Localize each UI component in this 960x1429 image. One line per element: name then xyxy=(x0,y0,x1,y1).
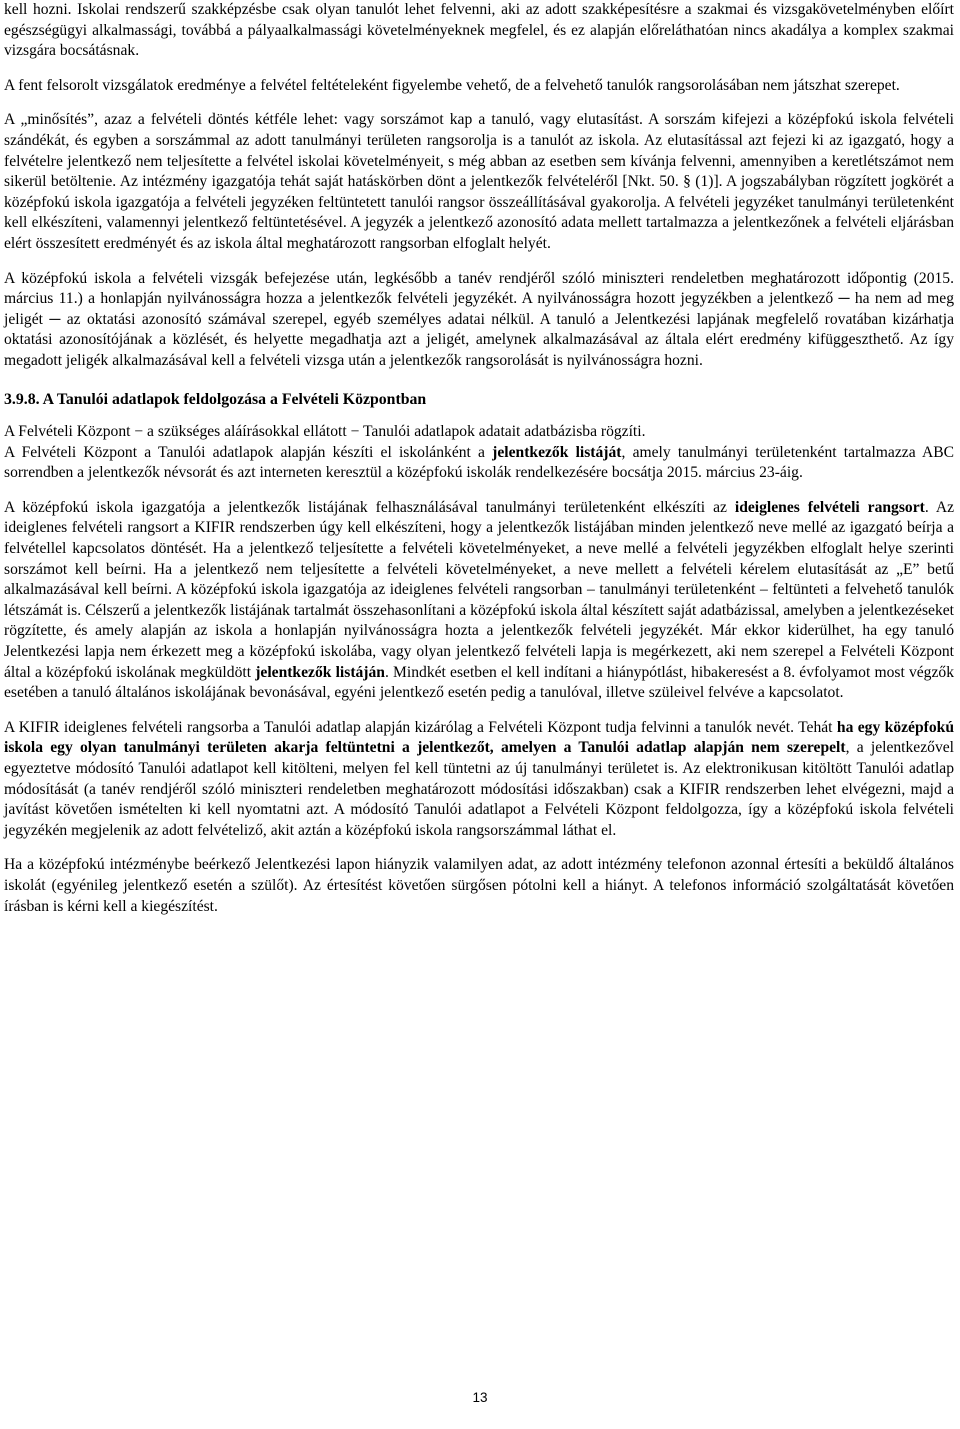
paragraph-missing-data: Ha a középfokú intézménybe beérkező Jelentkezési lapon hiányzik valamilyen adat, az adott intézmény telefonon azonnal értesíti a beküldő általános iskolát (egyénileg jelentkező esetén a szülőt). Az értesítést követően sürgősen pótolni kell a hiányt. A telefonos információ szolgáltatását követően írásban is kérni kell a kiegészítést. xyxy=(4,856,954,915)
text-run: A KIFIR ideiglenes felvételi rangsorba a Tanulói adatlap alapján kizárólag a Felvételi Központ tudja felvinni a tanulók nevét. Tehát xyxy=(4,718,837,736)
paragraph-qualification: A „minősítés”, azaz a felvételi döntés kétféle lehet: vagy sorszámot kap a tanuló, vagy elutasítást. A sorszám kifejezi a középfokú iskola felvételi szándékát, és egyben a sorszámmal az adott tanulmányi területen rangsorolja is a tanulót az iskola. Az elutasítással azt fejezi ki az igazgató, hogy a felvételre jelentkező nem teljesítette a felvétel iskolai követelményeit, s még abban az esetben sem kívánja felvenni, amennyiben a keretlétszámot nem sikerül betöltenie. Az intézmény igazgatója tehát saját hatáskörben dönt a jelentkezők felvételéről [Nkt. 50. § (1)]. A jogszabályban rögzített jogkörét a középfokú iskola igazgatója a felvételi jegyzéken feltüntetett tanulói rangsor összeállításával gyakorolja. A felvételi jegyzéket tanulmányi területenként kell elkészíteni, valamennyi jelentkező feltüntetésével. A jegyzék a jelentkező azonosító adata mellett tartalmazza a jelentkezőnek a felvételi eljárásban elért összesített eredményét és az iskola által meghatározott rangsorban elfoglalt helyét. xyxy=(4,111,954,252)
paragraph-applicant-list xyxy=(4,443,954,484)
bold-run: jelentkezők listáját xyxy=(492,443,622,461)
text-run: A középfokú iskola igazgatója a jelentkezők listájának felhasználásával tanulmányi területenként elkészíti az xyxy=(4,498,735,516)
paragraph-publication: A középfokú iskola a felvételi vizsgák befejezése után, legkésőbb a tanév rendjéről szóló miniszteri rendeletben meghatározott időpontig (2015. március 11.) a honlapján nyilvánosságra hozza a jelentkezők felvételi jegyzékét. A nyilvánosságra hozott jegyzékben a jelentkező ─ ha nem ad meg jeligét ─ az oktatási azonosító számával szerepel, egyéb személyes adatai nélkül. A tanuló a Jelentkezési lapjának megfelelő rovatában kizárhatja oktatási azonosítójának a közlését, és helyette megadhatja azt a jeligét, amelynek alkalmazásával az általa elért eredmény kifüggeszthető. Az így megadott jeligék alkalmazásával kell a felvételi vizsga után a jelentkezők rangsorolását is nyilvánosságra hozni. xyxy=(4,269,954,369)
paragraph-data-entry: A Felvételi Központ − a szükséges aláírásokkal ellátott − Tanulói adatlapok adatait adatbázisba rögzíti. xyxy=(4,423,646,441)
paragraph-intro-continuation: kell hozni. Iskolai rendszerű szakképzésbe csak olyan tanulót lehet felvenni, aki az adott szakképesítésre a szakmai és vizsgakövetelményben előírt egészségügyi alkalmassági, továbbá a pályaalkalmassági követelményeknek megfelel, és ez alapján előreláthatóan nincs akadálya a komplex szakmai vizsgára bocsátásnak. xyxy=(4,1,954,60)
text-run: . Az ideiglenes felvételi rangsort a KIFIR rendszerben úgy kell elkészíteni, hogy a jelentkezők listájában minden jelentkező neve mellé az igazgató beírja a felvétellel kapcsolatos döntését. Ha a jelentkező teljesítette a felvételi követelményeket, a neve mellé a felvételi jegyzékben elfoglalt helye szerinti sorszámot kell beírni. Ha a jelentkező nem teljesítette a felvételi követelményeket, a neve mellett a felvételi kérelem elutasítását az „E” betű alkalmazásával kell beírni. A középfokú iskola igazgatója az ideiglenes felvételi rangsorban – tanulmányi területenként – feltünteti a felvehető tanulók létszámát is. Célszerű a jelentkezők listájának tartalmát összehasonlítani a középfokú iskola által készített saját adatbázissal, amelyben a jelentkezéseket rögzítette, és amely alapján az iskola a honlapján nyilvánosságra hozta a jelentkezők felvételi jegyzékét. Már ekkor kiderülhet, ha egy tanuló Jelentkezési lapja nem érkezett meg a középfokú iskolába, vagy olyan jelentkező felvételi lapja is megérkezett, aki nem szerepel a Felvételi Központ által a középfokú iskolának megküldött xyxy=(4,498,955,681)
paragraph-temporary-ranking xyxy=(4,498,954,704)
bold-run: jelentkezők listáján xyxy=(255,663,385,681)
bold-run: ha egy középfokú iskola egy olyan tanulmányi területen akarja feltüntetni a jelentkezőt, amelyen a Tanulói adatlap alapján nem szerepelt xyxy=(4,718,954,757)
page-number: 13 xyxy=(472,1390,488,1405)
paragraph-exam-results: A fent felsorolt vizsgálatok eredménye a felvétel feltételeként figyelembe vehető, de a felvehető tanulók rangsorolásában nem játszhat szerepet. xyxy=(4,76,900,94)
text-run: . Mindkét esetben el kell indítani a hiánypótlást, hibakeresést a 8. évfolyamot most végzők esetében a tanuló általános iskolájának bevonásával, egyéni jelentkező esetén pedig a tanulóval, illetve szüleivel felvéve a kapcsolatot. xyxy=(4,663,954,702)
text-run: , a jelentkezővel egyeztetve módosító Tanulói adatlapot kell kitölteni, melyen fel kell tüntetni az új tanulmányi területet is. Az elektronikusan kitöltött Tanulói adatlap módosítását (a tanév rendjéről szóló miniszteri rendeletben meghatározott módosítási időszakban) csak a KIFIR rendszerben lehet elvégezni, majd a javítást követően ismételten ki kell nyomtatni azt. A módosító Tanulói adatlapot a Felvételi Központ feldolgozza, így a középfokú iskola felvételi jegyzékén megjelenik az adott felvételiző, akit aztán a középfokú iskola rangsorszámmal láthat el. xyxy=(4,739,954,839)
paragraph-kifir-ranking xyxy=(4,718,954,842)
text-run: A Felvételi Központ a Tanulói adatlapok alapján készíti el iskolánként a xyxy=(4,443,493,461)
section-heading: 3.9.8. A Tanulói adatlapok feldolgozása a Felvételi Központban xyxy=(4,390,427,408)
text-run: , amely tanulmányi területenként tartalmazza ABC sorrendben a jelentkezők névsorát és azt interneten keresztül a középfokú iskolák rendelkezésére bocsátja 2015. március 23-áig. xyxy=(4,443,955,482)
bold-run: ideiglenes felvételi rangsort xyxy=(734,498,925,516)
